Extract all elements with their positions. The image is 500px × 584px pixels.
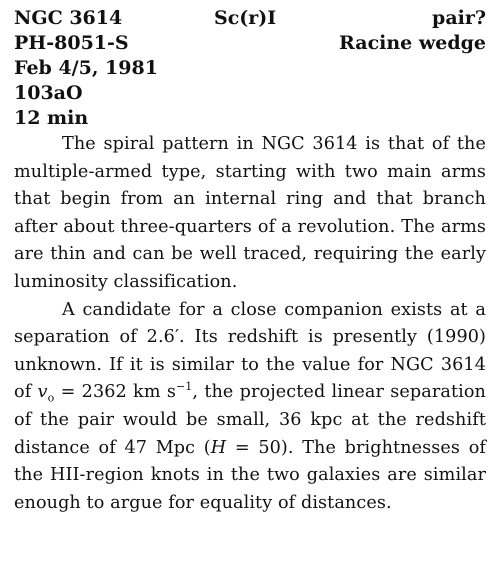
velocity-subscript: o [47,391,55,405]
paragraph-2-text-c: , the projected linear separation of the pair would be small, 36 kpc at the redshift distance of 47 Mpc ( [14,382,486,458]
header-row-1 [14,6,486,31]
galaxy-type: Sc(r)I [214,7,277,29]
paragraph-2-text-b: = 2362 km s [54,382,176,403]
observation-date: Feb 4/5, 1981 [14,57,158,79]
exposure-time: 12 min [14,107,89,129]
velocity-symbol: v [37,382,48,403]
paragraph-2 [14,297,486,518]
object-name: NGC 3614 [14,7,123,29]
pair-note: pair? [432,7,486,29]
hubble-symbol: H [210,437,227,458]
plate-number: PH-8051-S [14,32,129,54]
filter-wedge: Racine wedge [339,32,486,54]
document-page [14,6,486,517]
paragraph-1: The spiral pattern in NGC 3614 is that of the multiple-armed type, starting with two main arms that begin from an internal ring and that branch after about three-quarters of a revolution. The arms are thin and can be well traced, requiring the early luminosity classification. [14,134,486,292]
emulsion: 103aO [14,82,83,104]
paragraph-2-text-d: = 50). The brightnesses of the HII-region knots in the two galaxies are similar enough to argue for equality of distances. [14,437,486,513]
header-row-2 [14,31,486,56]
unit-superscript: −1 [175,380,193,394]
paragraph-2-text-a: A candidate for a close companion exists at a separation of 2.6′. Its redshift is presently (1990) unknown. If it is similar to the value for NGC 3614 of [14,299,486,403]
